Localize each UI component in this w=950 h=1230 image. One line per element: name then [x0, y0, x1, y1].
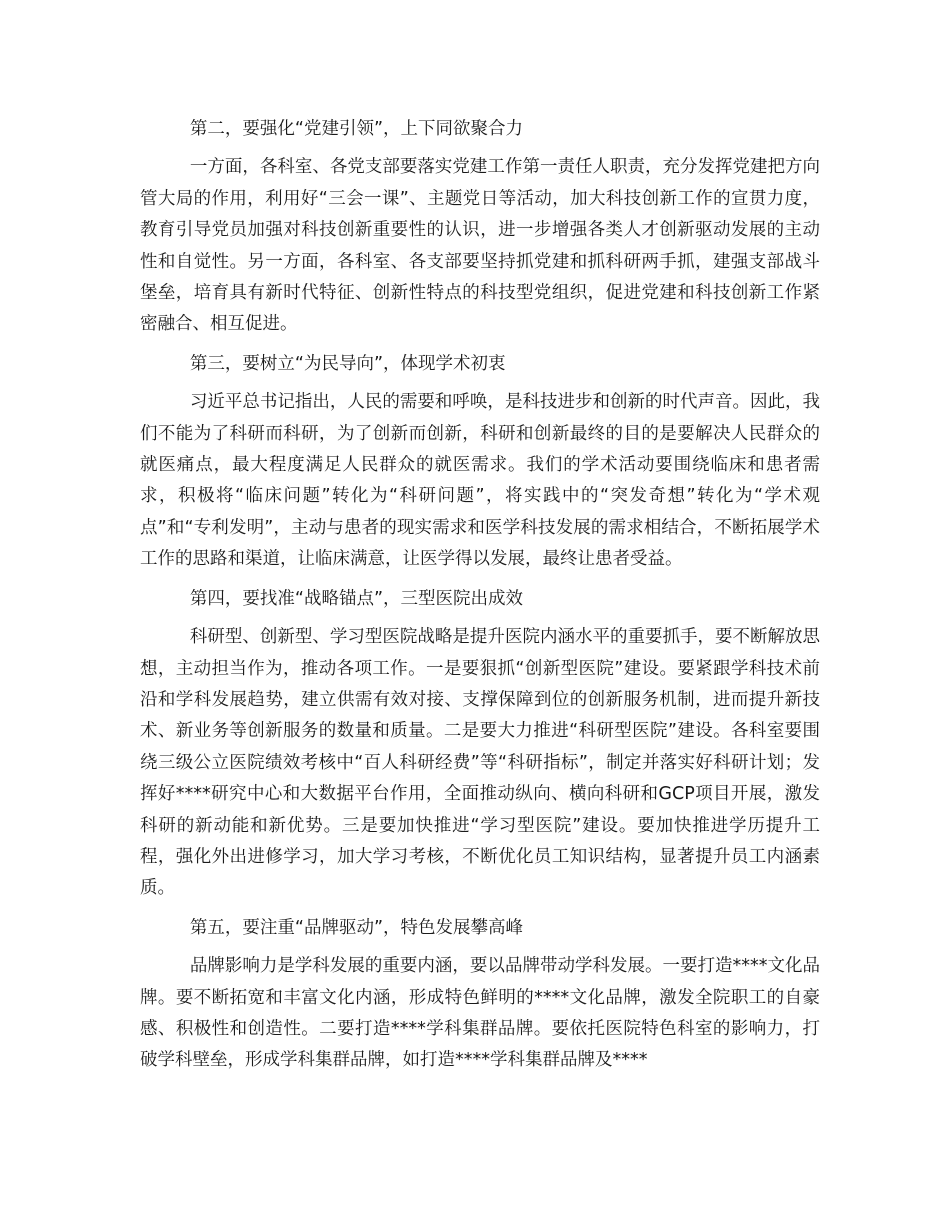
- section-paragraph-5: 品牌影响力是学科发展的重要内涵，要以品牌带动学科发展。一要打造****文化品牌。要不断拓宽和丰富文化内涵，形成特色鲜明的****文化品牌，激发全院职工的自豪感、积极性和创造性。二要打造****学科集群品牌。要依托医院特色科室的影响力，打破学科壁垒，形成学科集群品牌，如打造****学科集群品牌及****: [140, 956, 820, 1071]
- section-heading-3: 第三，要树立“为民导向”，体现学术初衷: [189, 353, 506, 374]
- section-paragraph-2: 一方面，各科室、各党支部要落实党建工作第一责任人职责，充分发挥党建把方向管大局的作用，利用好“三会一课”、主题党日等活动，加大科技创新工作的宣贯力度，教育引导党员加强对科技创新重要性的认识，进一步增强各类人才创新驱动发展的主动性和自觉性。另一方面，各科室、各支部要坚持抓党建和抓科研两手抓，建强支部战斗堡垒，培育具有新时代特征、创新性特点的科技型党组织，促进党建和科技创新工作紧密融合、相互促进。: [140, 157, 820, 335]
- section-paragraph-3: 习近平总书记指出，人民的需要和呼唤，是科技进步和创新的时代声音。因此，我们不能为了科研而科研，为了创新而创新，科研和创新最终的目的是要解决人民群众的就医痛点，最大程度满足人民群众的就医需求。我们的学术活动要围绕临床和患者需求，积极将“临床问题”转化为“科研问题”，将实践中的“突发奇想”转化为“学术观点”和“专利发明”，主动与患者的现实需求和医学科技发展的需求相结合，不断拓展学术工作的思路和渠道，让临床满意，让医学得以发展，最终让患者受益。: [140, 392, 820, 570]
- document-body: [140, 114, 820, 1085]
- section-heading-5: 第五，要注重“品牌驱动”，特色发展攀高峰: [189, 917, 524, 938]
- section-paragraph-4: 科研型、创新型、学习型医院战略是提升医院内涵水平的重要抓手，要不断解放思想，主动担当作为，推动各项工作。一是要狠抓“创新型医院”建设。要紧跟学科技术前沿和学科发展趋势，建立供需有效对接、支撑保障到位的创新服务机制，进而提升新技术、新业务等创新服务的数量和质量。二是要大力推进“科研型医院”建设。各科室要围绕三级公立医院绩效考核中“百人科研经费”等“科研指标”，制定并落实好科研计划；发挥好****研究中心和大数据平台作用，全面推动纵向、横向科研和GCP项目开展，激发科研的新动能和新优势。三是要加快推进“学习型医院”建设。要加快推进学历提升工程，强化外出进修学习，加大学习考核，不断优化员工知识结构，显著提升员工内涵素质。: [140, 627, 820, 899]
- section-heading-2: 第二，要强化“党建引领”，上下同欲聚合力: [189, 119, 524, 139]
- section-heading-4: 第四，要找准“战略锚点”，三型医院出成效: [189, 588, 524, 609]
